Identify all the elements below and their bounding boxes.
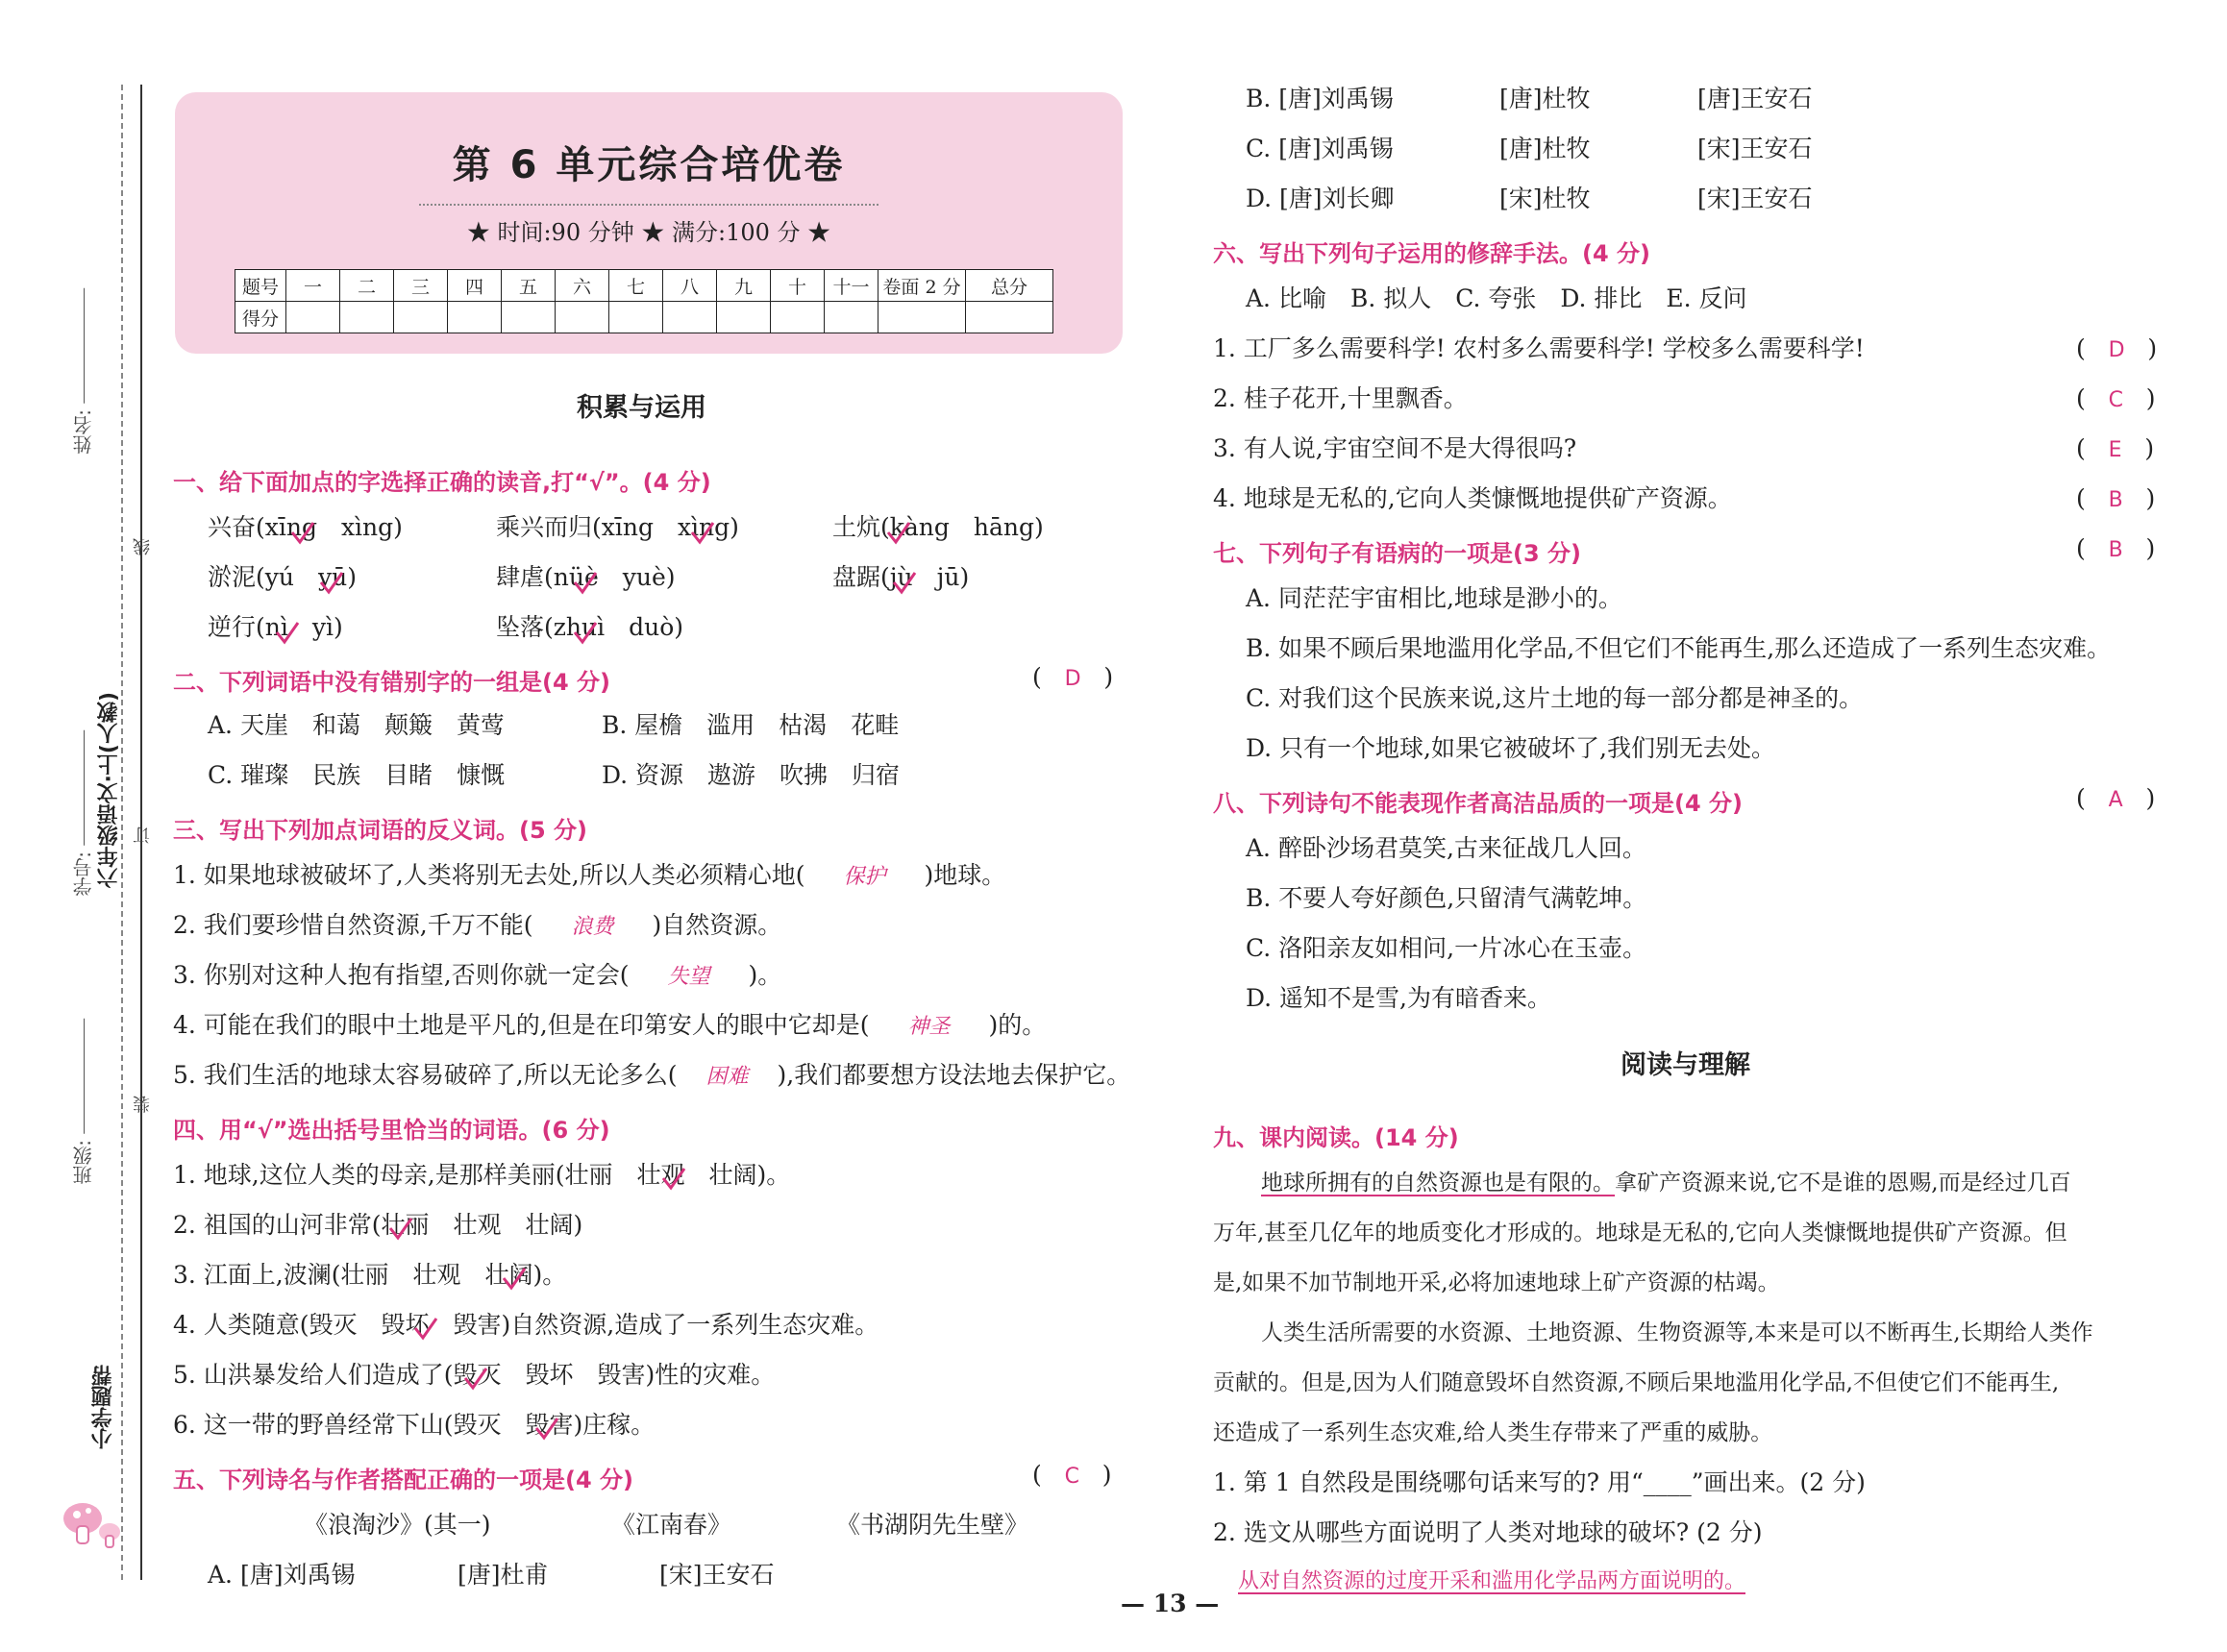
q5-option-b: B. [唐]刘禹锡 <box>1246 85 1394 112</box>
passage-line: 人类生活所需要的水资源、土地资源、生物资源等,本来是可以不断再生,长期给人类作 <box>1261 1320 2093 1345</box>
q4-heading: 四、用“√”选出括号里恰当的词语。(6 分) <box>173 1117 610 1144</box>
score-cell[interactable] <box>771 302 825 333</box>
passage-line: 还造成了一系列生态灾难,给人类生存带来了严重的威胁。 <box>1213 1420 1773 1445</box>
exam-meta: ★ 时间:90 分钟 ★ 满分:100 分 ★ <box>466 219 831 246</box>
q6-answer-bracket[interactable]: ( E ) <box>2076 434 2155 462</box>
q2-answer-bracket[interactable]: ( D ) <box>1032 663 1114 691</box>
name-field[interactable] <box>69 288 97 455</box>
q3-answer[interactable]: 浪费 <box>571 915 614 939</box>
q8-answer: A <box>2108 788 2123 812</box>
score-header-cell: 四 <box>448 270 502 302</box>
student-id-label: 学号: <box>72 851 95 897</box>
score-cell[interactable] <box>878 302 966 333</box>
q4-item: 2. 祖国的山河非常(壮丽 壮观 壮阔) <box>173 1211 583 1239</box>
q6-choices: A. 比喻 B. 拟人 C. 夸张 D. 排比 E. 反问 <box>1246 284 1747 312</box>
score-cell[interactable] <box>502 302 556 333</box>
q3-answer[interactable]: 困难 <box>705 1065 749 1089</box>
cut-mark-bind: 装 <box>133 1096 153 1113</box>
score-table <box>235 269 1053 333</box>
check-mark-icon <box>288 519 317 548</box>
check-mark-icon <box>461 1365 490 1393</box>
q1-item: 盘踞(jù jū) <box>832 563 970 591</box>
section-accumulation: 积累与运用 <box>577 393 706 423</box>
score-cell[interactable] <box>394 302 448 333</box>
q2-option: B. 屋檐 滥用 枯渴 花畦 <box>602 711 900 739</box>
score-header-cell: 题号 <box>235 270 286 302</box>
score-table-score-row <box>235 302 1053 333</box>
q2-option: D. 资源 遨游 吹拂 归宿 <box>602 761 901 789</box>
q8-option: C. 洛阳亲友如相问,一片冰心在玉壶。 <box>1246 934 1647 962</box>
q8-option: B. 不要人夸好颜色,只留清气满乾坤。 <box>1246 884 1647 912</box>
q6-item: 4. 地球是无私的,它向人类慷慨地提供矿产资源。 <box>1213 484 1732 512</box>
q6-answer: B <box>2108 488 2123 512</box>
q5-poem: 《浪淘沙》(其一) <box>304 1511 491 1539</box>
q2-answer: D <box>1064 667 1081 691</box>
brand-label: 小学题帮 <box>91 1365 115 1449</box>
q3-item: 4. 可能在我们的眼中土地是平凡的,但是在印第安人的眼中它却是( 神圣 )的。 <box>173 1011 1047 1039</box>
grade-label: 六年级语文·上(人教) <box>97 692 121 889</box>
q3-heading: 三、写出下列加点词语的反义词。(5 分) <box>173 817 587 844</box>
q3-answer[interactable]: 神圣 <box>907 1015 951 1039</box>
q8-option: A. 醉卧沙场君莫笑,古来征战几人回。 <box>1246 834 1646 862</box>
q5-option-c: [唐]杜牧 <box>1499 135 1591 162</box>
score-header-cell: 卷面 2 分 <box>878 270 966 302</box>
q1-item: 兴奋(xīng xìng) <box>208 513 403 541</box>
passage-underlined-sentence: 地球所拥有的自然资源也是有限的。 <box>1261 1171 1615 1196</box>
q3-item: 5. 我们生活的地球太容易破碎了,所以无论多么( 困难 ),我们都要想方设法地去保护它。 <box>173 1061 1131 1089</box>
q8-answer-bracket[interactable]: ( A ) <box>2076 784 2156 812</box>
q7-option: D. 只有一个地球,如果它被破坏了,我们别无去处。 <box>1246 734 1775 762</box>
q5-option-d: D. [唐]刘长卿 <box>1246 185 1395 212</box>
q8-option: D. 遥知不是雪,为有暗香来。 <box>1246 984 1551 1012</box>
q5-option-c: C. [唐]刘禹锡 <box>1246 135 1394 162</box>
score-cell[interactable] <box>340 302 394 333</box>
check-mark-icon <box>571 569 600 598</box>
q1-item: 淤泥(yú yū) <box>208 563 357 591</box>
q3-item: 2. 我们要珍惜自然资源,千万不能( 浪费 )自然资源。 <box>173 911 782 939</box>
q3-answer[interactable]: 失望 <box>667 965 710 989</box>
check-mark-icon <box>317 569 346 598</box>
q3-answer[interactable]: 保护 <box>843 865 886 889</box>
q9-sub2-answer[interactable]: 从对自然资源的过度开采和滥用化学品两方面说明的。 <box>1238 1569 1746 1593</box>
q6-answer: D <box>2108 338 2125 362</box>
q1-heading: 一、给下面加点的字选择正确的读音,打“√”。(4 分) <box>173 469 711 496</box>
q5-option-b: [唐]杜牧 <box>1499 85 1591 112</box>
q7-option: A. 同茫茫宇宙相比,地球是渺小的。 <box>1246 584 1622 612</box>
title-divider <box>419 204 878 206</box>
class-field[interactable] <box>69 1019 97 1185</box>
score-header-cell: 二 <box>340 270 394 302</box>
q5-option-c: [宋]王安石 <box>1697 135 1813 162</box>
score-header-cell: 三 <box>394 270 448 302</box>
q5-poem: 《书湖阴先生壁》 <box>836 1511 1029 1539</box>
q3-item: 3. 你别对这种人抱有指望,否则你就一定会( 失望 )。 <box>173 961 782 989</box>
score-header-cell: 九 <box>717 270 771 302</box>
q5-option-d: [宋]杜牧 <box>1499 185 1591 212</box>
passage-line: 地球所拥有的自然资源也是有限的。拿矿产资源来说,它不是谁的恩赐,而是经过几百 <box>1261 1171 2071 1196</box>
q2-option: C. 璀璨 民族 目睹 慷慨 <box>208 761 506 789</box>
score-cell[interactable] <box>966 302 1053 333</box>
score-header-cell: 十 <box>771 270 825 302</box>
q1-item: 土炕(kàng hāng) <box>832 513 1044 541</box>
q5-heading: 五、下列诗名与作者搭配正确的一项是(4 分) <box>173 1467 633 1493</box>
q4-item: 6. 这一带的野兽经常下山(毁灭 毁害)庄稼。 <box>173 1411 656 1439</box>
check-mark-icon <box>500 1265 529 1294</box>
q6-heading: 六、写出下列句子运用的修辞手法。(4 分) <box>1213 240 1650 267</box>
score-header-cell: 七 <box>609 270 663 302</box>
check-mark-icon <box>386 1215 415 1244</box>
q5-option-a: [唐]杜甫 <box>458 1561 549 1589</box>
q7-option: B. 如果不顾后果地滥用化学品,不但它们不能再生,那么还造成了一系列生态灾难。 <box>1246 634 2112 662</box>
score-header-cell: 一 <box>286 270 340 302</box>
q1-item: 乘兴而归(xīng xìng) <box>496 513 739 541</box>
binding-strip <box>0 0 154 1652</box>
q4-item: 1. 地球,这位人类的母亲,是那样美丽(壮丽 壮观 壮阔)。 <box>173 1161 791 1189</box>
score-header-cell: 十一 <box>825 270 878 302</box>
q9-heading: 九、课内阅读。(14 分) <box>1213 1124 1459 1151</box>
check-mark-icon <box>571 619 600 648</box>
q5-option-a: A. [唐]刘禹锡 <box>208 1561 356 1589</box>
q1-item: 肆虐(nüè yuè) <box>496 563 676 591</box>
q5-answer-bracket[interactable]: ( C ) <box>1032 1461 1112 1489</box>
check-mark-icon <box>884 519 913 548</box>
score-header-cell: 八 <box>663 270 717 302</box>
q2-heading: 二、下列词语中没有错别字的一组是(4 分) <box>173 669 610 696</box>
q7-answer: B <box>2108 538 2123 562</box>
q6-answer-bracket[interactable]: ( D ) <box>2076 334 2158 362</box>
check-mark-icon <box>273 619 302 648</box>
q9-sub2: 2. 选文从哪些方面说明了人类对地球的破坏? (2 分) <box>1213 1518 1763 1546</box>
check-mark-icon <box>688 519 717 548</box>
q1-item: 逆行(nì yì) <box>208 613 343 641</box>
q6-answer-bracket[interactable]: ( C ) <box>2076 384 2156 412</box>
q7-heading: 七、下列句子有语病的一项是(3 分) <box>1213 540 1581 567</box>
q5-answer: C <box>1064 1465 1079 1489</box>
mushroom-logo-icon <box>60 1490 127 1557</box>
q1-item: 坠落(zhuì duò) <box>496 613 684 641</box>
score-cell[interactable] <box>448 302 502 333</box>
q5-option-d: [宋]王安石 <box>1697 185 1813 212</box>
score-cell[interactable] <box>286 302 340 333</box>
q7-answer-bracket[interactable]: ( B ) <box>2076 534 2156 562</box>
q6-item: 3. 有人说,宇宙空间不是大得很吗? <box>1213 434 1577 462</box>
score-header-cell: 五 <box>502 270 556 302</box>
score-cell[interactable] <box>825 302 878 333</box>
exam-title: 第 6 单元综合培优卷 <box>452 143 846 187</box>
section-reading: 阅读与理解 <box>1621 1050 1750 1080</box>
q5-option-b: [唐]王安石 <box>1697 85 1813 112</box>
q4-item: 3. 江面上,波澜(壮丽 壮观 壮阔)。 <box>173 1261 567 1289</box>
score-cell[interactable] <box>556 302 609 333</box>
score-cell[interactable] <box>663 302 717 333</box>
score-table-header-row <box>235 270 1053 302</box>
cut-mark-line: 线 <box>133 538 153 555</box>
q3-item: 1. 如果地球被破坏了,人类将别无去处,所以人类必须精心地( 保护 )地球。 <box>173 861 1006 889</box>
score-cell[interactable] <box>609 302 663 333</box>
passage-line: 是,如果不加节制地开采,必将加速地球上矿产资源的枯竭。 <box>1213 1270 1780 1295</box>
check-mark-icon <box>659 1165 688 1194</box>
q9-sub1: 1. 第 1 自然段是围绕哪句话来写的? 用“____”画出来。(2 分) <box>1213 1468 1866 1496</box>
q8-heading: 八、下列诗句不能表现作者高洁品质的一项是(4 分) <box>1213 790 1743 817</box>
name-label: 姓名: <box>72 409 95 455</box>
q6-answer: C <box>2108 388 2123 412</box>
q5-poem: 《江南春》 <box>611 1511 732 1539</box>
q2-option: A. 天崖 和蔼 颠簸 黄莺 <box>208 711 505 739</box>
page-number: — 13 — <box>1121 1590 1220 1617</box>
student-id-field[interactable] <box>69 730 97 897</box>
q6-answer: E <box>2108 438 2122 462</box>
q4-item: 5. 山洪暴发给人们造成了(毁灭 毁坏 毁害)性的灾难。 <box>173 1361 776 1389</box>
score-header-cell: 总分 <box>966 270 1053 302</box>
q4-item: 4. 人类随意(毁灭 毁坏 毁害)自然资源,造成了一系列生态灾难。 <box>173 1311 879 1339</box>
check-mark-icon <box>890 569 919 598</box>
q6-item: 1. 工厂多么需要科学! 农村多么需要科学! 学校多么需要科学! <box>1213 334 1865 362</box>
cut-mark-order: 订 <box>133 826 153 844</box>
q6-item: 2. 桂子花开,十里飘香。 <box>1213 384 1468 412</box>
passage-line: 贡献的。但是,因为人们随意毁坏自然资源,不顾后果地滥用化学品,不但使它们不能再生, <box>1213 1370 2060 1395</box>
passage-line: 万年,甚至几亿年的地质变化才形成的。地球是无私的,它向人类慷慨地提供矿产资源。但 <box>1213 1221 2067 1245</box>
check-mark-icon <box>532 1415 561 1443</box>
score-cell[interactable] <box>717 302 771 333</box>
exam-header <box>175 92 1123 354</box>
q6-answer-bracket[interactable]: ( B ) <box>2076 484 2156 512</box>
q7-option: C. 对我们这个民族来说,这片土地的每一部分都是神圣的。 <box>1246 684 1864 712</box>
check-mark-icon <box>411 1315 440 1344</box>
score-row-label: 得分 <box>235 302 286 333</box>
class-label: 班级: <box>72 1140 95 1185</box>
q5-option-a: [宋]王安石 <box>659 1561 775 1589</box>
score-header-cell: 六 <box>556 270 609 302</box>
